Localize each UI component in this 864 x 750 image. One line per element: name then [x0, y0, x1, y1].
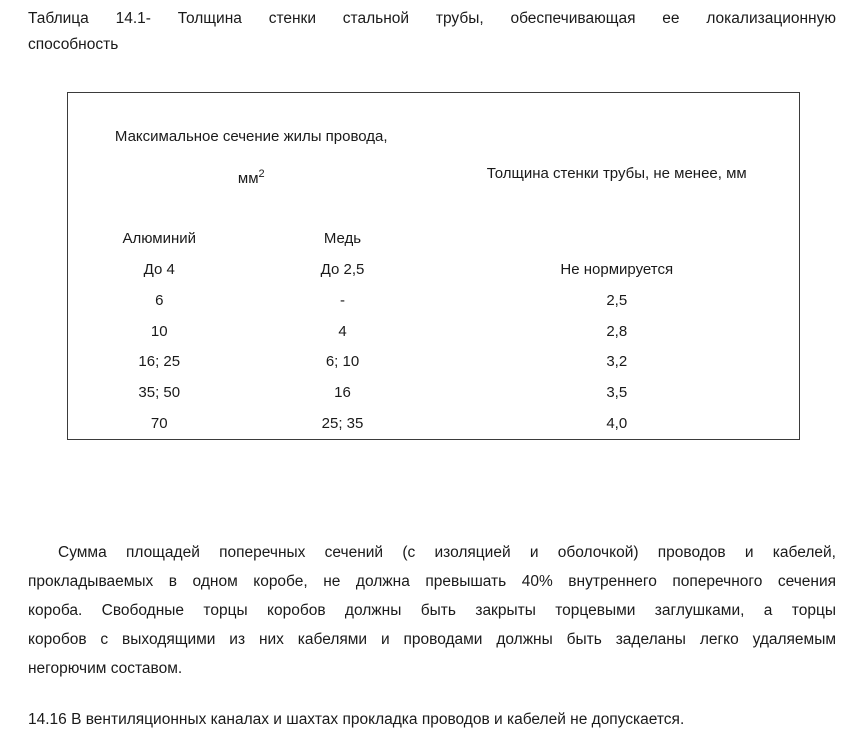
header-cell-copper: Медь — [323, 230, 362, 248]
cell-thickness: 3,2 — [606, 353, 628, 371]
header-cell-wall-thickness: Толщина стенки трубы, не менее, мм — [486, 164, 747, 182]
table-caption-line-1: Таблица 14.1- Толщина стенки стальной трубы, обеспечивающая ее локализационную — [28, 10, 836, 27]
table-row — [68, 316, 800, 347]
cell-thickness: 2,8 — [606, 322, 628, 340]
pipe-wall-thickness-table — [67, 92, 800, 440]
header-cell-aluminium: Алюминий — [122, 230, 197, 248]
cell-copper: 25; 35 — [321, 414, 364, 432]
table-row — [68, 408, 800, 440]
cell-aluminium: 16; 25 — [138, 353, 181, 371]
cell-aluminium: 6 — [155, 291, 164, 309]
cell-aluminium: 10 — [150, 322, 168, 340]
table-caption-line-2: способность — [28, 36, 119, 53]
body-paragraph-line-1: Сумма площадей поперечных сечений (с изоляцией и оболочкой) проводов и кабелей, — [58, 544, 836, 561]
clause-14-16: 14.16 В вентиляционных каналах и шахтах прокладка проводов и кабелей не допускается. — [28, 711, 685, 728]
body-paragraph-line-2: прокладываемых в одном коробе, не должна превышать 40% внутреннего поперечного сечения — [28, 573, 836, 590]
cell-thickness: 4,0 — [606, 414, 628, 432]
spec-table-container — [67, 92, 799, 440]
table-row — [68, 377, 800, 408]
cell-aluminium: 70 — [150, 414, 168, 432]
header-conductor-section-units — [74, 164, 429, 194]
cell-aluminium: До 4 — [143, 261, 175, 279]
cell-thickness: 3,5 — [606, 383, 628, 401]
body-paragraph — [28, 538, 836, 683]
cell-thickness: Не нормируется — [560, 261, 674, 279]
body-paragraph-line-3: короба. Свободные торцы коробов должны быть закрыты торцевыми заглушками, а торцы — [28, 602, 836, 619]
cell-aluminium: 35; 50 — [138, 383, 181, 401]
header-units-mm: мм — [237, 170, 259, 188]
header-cell-conductor-section — [68, 93, 435, 224]
table-row — [68, 346, 800, 377]
header-units-superscript: 2 — [258, 168, 265, 181]
cell-copper: 6; 10 — [325, 353, 360, 371]
cell-thickness: 2,5 — [606, 291, 628, 309]
body-paragraph-line-4: коробов с выходящими из них кабелями и проводами должны быть заделаны легко удаляемым — [28, 631, 836, 648]
table-caption — [28, 6, 836, 58]
cell-copper: 16 — [334, 383, 351, 401]
table-row — [68, 254, 800, 285]
cell-copper: До 2,5 — [320, 261, 365, 279]
table-header-row-primary — [68, 93, 800, 224]
cell-copper: - — [340, 291, 345, 309]
table-row — [68, 285, 800, 316]
header-conductor-section-line1: Максимальное сечение жилы провода, — [114, 128, 388, 146]
body-paragraph-line-5: негорючим составом. — [28, 660, 183, 677]
cell-copper: 4 — [338, 322, 347, 340]
